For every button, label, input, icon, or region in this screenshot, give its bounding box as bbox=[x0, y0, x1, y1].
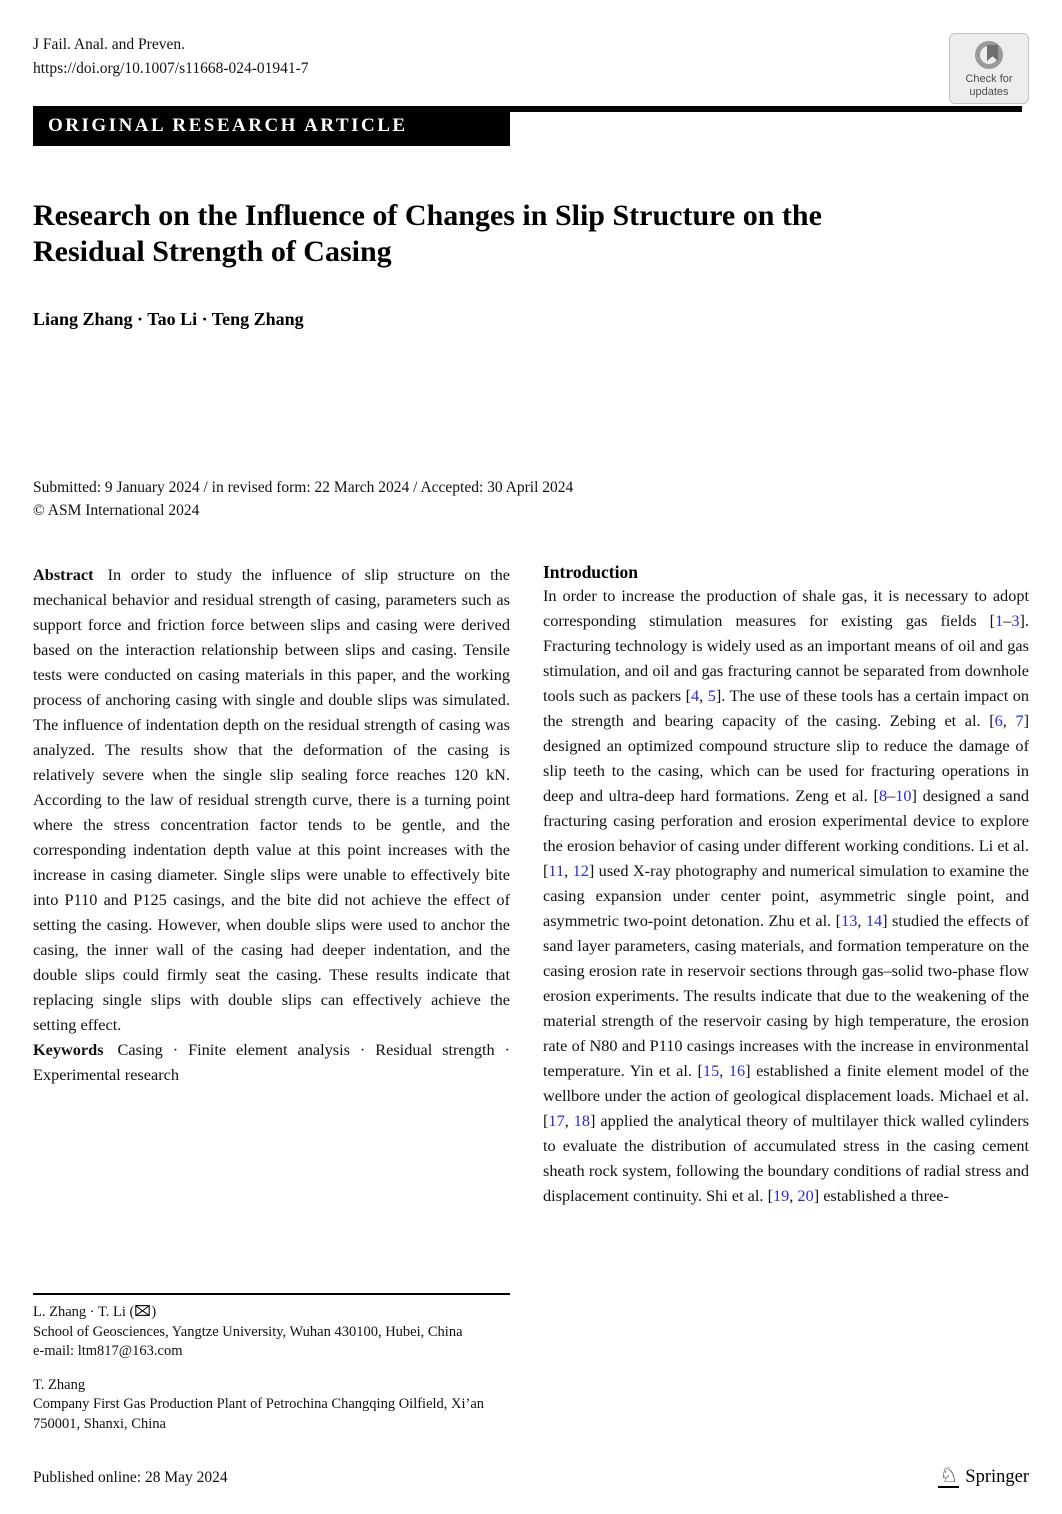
text-run: , bbox=[1002, 711, 1016, 730]
keywords-label: Keywords bbox=[33, 1040, 104, 1059]
doi-link[interactable]: https://doi.org/10.1007/s11668-024-01941-7 bbox=[33, 60, 309, 77]
text-run: ] established a finite element model of the wellbore under the action of geological displacement loads. Michael et al. [ bbox=[543, 1061, 1029, 1130]
copyright-line: © ASM International 2024 bbox=[33, 501, 200, 519]
citation-link[interactable]: 15 bbox=[702, 1061, 720, 1080]
abstract-text: In order to study the influence of slip structure on the mechanical behavior and residual strength of casing, parameters such as support force and friction force between slips and casing were derived based on the interaction relationship between slips and casing. Tensile tests were conducted on casing materials in this paper, and the working process of anchoring casing with single and double slips was simulated. The influence of indentation depth on the residual strength of casing was analyzed. The results show that the deformation of the casing is relatively severe when the single slip sealing force reaches 120 kN. According to the law of residual strength curve, there is a turning point where the stress concentration factor tends to be gentle, and the corresponding indentation depth value at this point increases with the increase in casing diameter. Single slips were unable to effectively bite into P110 and P125 casings, and the bite did not achieve the effect of setting the casing. However, when double slips were used to anchor the casing, the inner wall of the casing had deeper indentation, and the double slips could firmly seat the casing. These results indicate that replacing single slips with double slips can effectively achieve the setting effect. bbox=[33, 565, 510, 1034]
two-column-body bbox=[33, 562, 1029, 1434]
page-title: Research on the Influence of Changes in Slip Structure on the Residual Strength of Casing bbox=[33, 199, 822, 268]
citation-link[interactable]: 17 bbox=[548, 1111, 565, 1130]
article-type-label: ORIGINAL RESEARCH ARTICLE bbox=[48, 115, 408, 136]
banner-rule bbox=[510, 106, 1022, 112]
author-list: Liang Zhang · Tao Li · Teng Zhang bbox=[33, 309, 304, 329]
crossmark-icon bbox=[974, 40, 1004, 70]
footnote-area bbox=[33, 1293, 510, 1434]
corresponding-authors bbox=[33, 1303, 510, 1323]
right-column bbox=[543, 562, 1029, 1434]
citation-link[interactable]: 6 bbox=[994, 711, 1003, 730]
author-2: T. Zhang bbox=[33, 1376, 86, 1393]
section-heading-introduction: Introduction bbox=[543, 562, 638, 582]
text-run: In order to increase the production of shale gas, it is necessary to adopt corresponding stimulation measures for existing gas fields [ bbox=[543, 586, 1029, 630]
text-run: ] used X-ray photography and numerical simulation to examine the casing expansion under center point, asymmetric single point, and asymmetric two-point detonation. Zhu et al. [ bbox=[543, 861, 1029, 930]
text-run: , bbox=[789, 1186, 798, 1205]
keywords-paragraph bbox=[33, 1037, 510, 1087]
text-run: ]. The use of these tools has a certain impact on the strength and bearing capacity of the casing. Zebing et al. [ bbox=[543, 686, 1029, 730]
article-type-banner bbox=[33, 106, 1029, 146]
corresponding-names: L. Zhang · T. Li ( bbox=[33, 1304, 135, 1320]
citation-link[interactable]: 14 bbox=[865, 911, 883, 930]
text-run: – bbox=[887, 786, 896, 805]
journal-info bbox=[33, 33, 309, 81]
badge-line2: updates bbox=[969, 85, 1009, 98]
text-run: , bbox=[564, 1111, 574, 1130]
citation-link[interactable]: 18 bbox=[573, 1111, 591, 1130]
affiliation-2: Company First Gas Production Plant of Petrochina Changqing Oilfield, Xi’an 750001, Shanxi, China bbox=[33, 1396, 485, 1432]
text-run: ] designed an optimized compound structure slip to reduce the damage of slip teeth to the casing, which can be used for fracturing operations in deep and ultra-deep hard formations. Zeng et al. [ bbox=[543, 711, 1029, 805]
column-gap bbox=[510, 562, 543, 1434]
text-run: ]. Fracturing technology is widely used as an important means of oil and gas stimulation, and oil and gas fracturing cannot be separated from downhole tools such as packers [ bbox=[543, 611, 1029, 705]
published-online: Published online: 28 May 2024 bbox=[33, 1468, 228, 1486]
journal-name: J Fail. Anal. and Preven. bbox=[33, 36, 185, 53]
citation-link[interactable]: 11 bbox=[548, 861, 565, 880]
text-run: , bbox=[719, 1061, 729, 1080]
text-run: , bbox=[564, 861, 573, 880]
corresponding-author-block bbox=[33, 1303, 510, 1362]
page-header bbox=[33, 33, 1029, 98]
introduction-paragraph bbox=[543, 583, 1029, 1208]
keywords-text: Casing · Finite element analysis · Residual strength · Experimental research bbox=[33, 1040, 510, 1084]
corresponding-close-paren: ) bbox=[151, 1304, 157, 1320]
check-for-updates-badge[interactable] bbox=[949, 33, 1029, 104]
abstract-paragraph bbox=[33, 562, 510, 1037]
citation-link[interactable]: 1 bbox=[995, 611, 1004, 630]
text-run: ] established a three- bbox=[813, 1186, 949, 1205]
citation-link[interactable]: 13 bbox=[841, 911, 858, 930]
citation-link[interactable]: 12 bbox=[572, 861, 589, 880]
citation-link[interactable]: 10 bbox=[895, 786, 912, 805]
citation-link[interactable]: 16 bbox=[728, 1061, 746, 1080]
springer-wordmark: Springer bbox=[965, 1467, 1029, 1487]
envelope-icon bbox=[135, 1303, 150, 1323]
abstract-label: Abstract bbox=[33, 565, 94, 584]
citation-link[interactable]: 5 bbox=[707, 686, 716, 705]
text-run: , bbox=[699, 686, 708, 705]
text-run: , bbox=[857, 911, 866, 930]
page-footer bbox=[33, 1463, 1029, 1489]
article-history bbox=[33, 477, 1029, 522]
text-run: ] designed a sand fracturing casing perforation and erosion experimental device to explore the erosion behavior of casing under different working conditions. Li et al. [ bbox=[543, 786, 1029, 880]
email-line[interactable]: e-mail: ltm817@163.com bbox=[33, 1343, 183, 1359]
footnote-divider bbox=[33, 1293, 510, 1295]
citation-link[interactable]: 8 bbox=[878, 786, 888, 805]
second-author-block bbox=[33, 1376, 510, 1435]
citation-link[interactable]: 19 bbox=[773, 1186, 790, 1205]
text-run: ] studied the effects of sand layer parameters, casing materials, and formation temperature on the casing erosion rate in reservoir sections through gas–solid two-phase flow erosion experiments. The results indicate that due to the weakening of the material strength of the reservoir casing by high temperature, the erosion rate of N80 and P110 casings increases with the increase in environmental temperature. Yin et al. [ bbox=[543, 911, 1029, 1080]
springer-horse-icon: ♘ bbox=[939, 1463, 959, 1487]
text-run: – bbox=[1003, 611, 1012, 630]
citation-link[interactable]: 3 bbox=[1011, 611, 1020, 630]
citation-link[interactable]: 20 bbox=[797, 1186, 814, 1205]
affiliation-1: School of Geosciences, Yangtze University, Wuhan 430100, Hubei, China bbox=[33, 1323, 463, 1340]
left-column bbox=[33, 562, 510, 1434]
springer-logo bbox=[938, 1463, 1029, 1489]
submission-dates: Submitted: 9 January 2024 / in revised form: 22 March 2024 / Accepted: 30 April 2024 bbox=[33, 479, 574, 496]
check-for-updates-label bbox=[965, 73, 1012, 98]
citation-link[interactable]: 7 bbox=[1015, 711, 1024, 730]
badge-line1: Check for bbox=[965, 73, 1013, 85]
article-type-box bbox=[33, 106, 510, 146]
citation-link[interactable]: 4 bbox=[691, 686, 700, 705]
text-run: ] applied the analytical theory of multilayer thick walled cylinders to evaluate the distribution of accumulated stress in the casing cement sheath rock system, following the boundary conditions of radial stress and displacement continuity. Shi et al. [ bbox=[543, 1111, 1029, 1205]
